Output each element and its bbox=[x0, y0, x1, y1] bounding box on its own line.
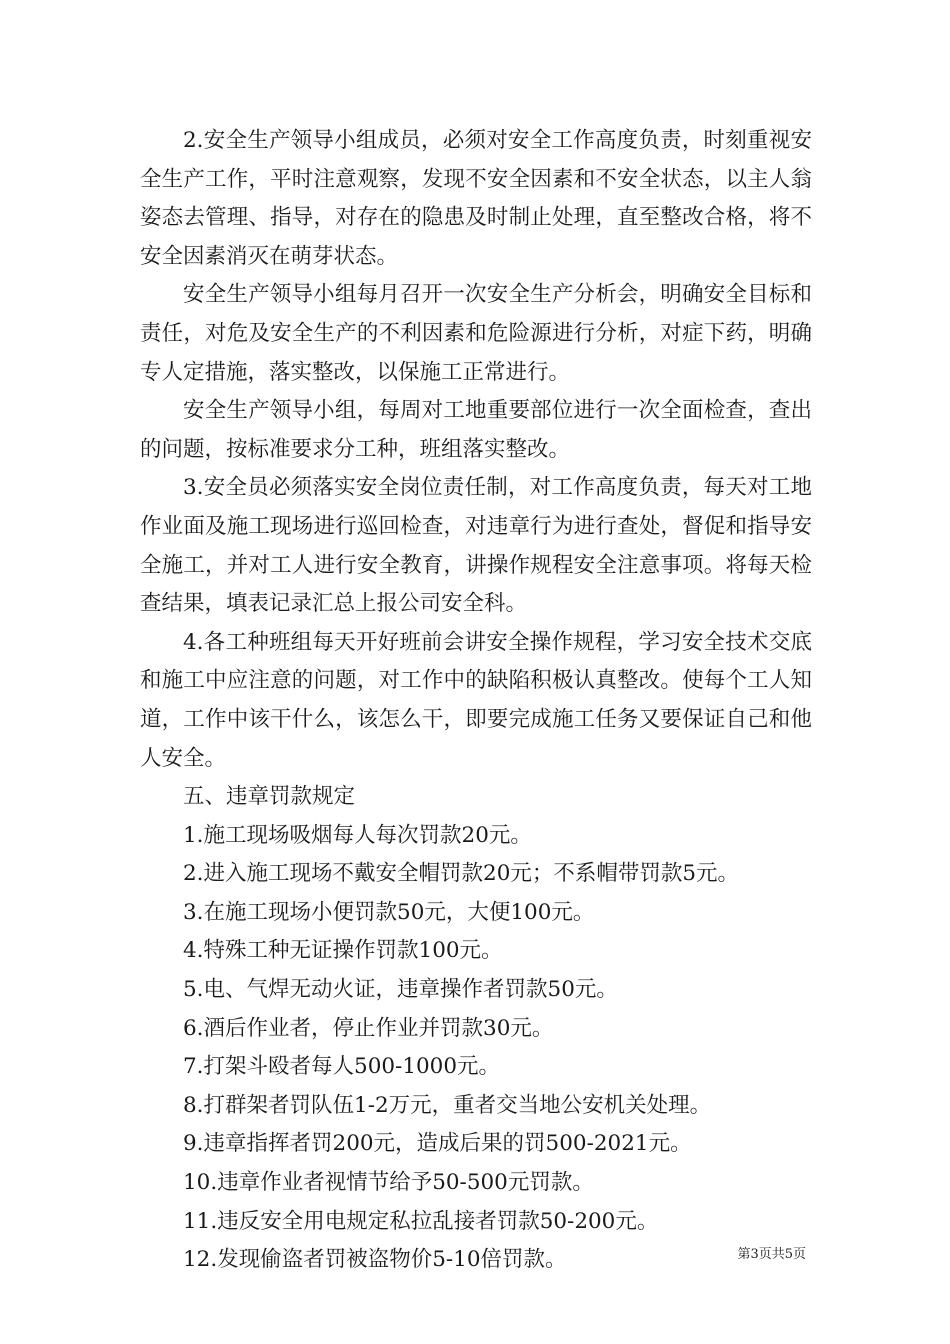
paragraph: 2.安全生产领导小组成员，必须对安全工作高度负责，时刻重视安全生产工作，平时注意观察，发现不安全因素和不安全状态，以主人翁姿态去管理、指导，对存在的隐患及时制止处理，直至整改合格，将不安全因素消灭在萌芽状态。 bbox=[140, 128, 812, 269]
paragraph: 3.安全员必须落实安全岗位责任制，对工作高度负责，每天对工地作业面及施工现场进行巡回检查，对违章行为进行查处，督促和指导安全施工，并对工人进行安全教育，讲操作规程安全注意事项。将每天检查结果，填表记录汇总上报公司安全科。 bbox=[140, 475, 812, 617]
list-item: 7.打架斗殴者每人500-1000元。 bbox=[183, 1054, 501, 1080]
list-item: 11.违反安全用电规定私拉乱接者罚款50-200元。 bbox=[183, 1208, 659, 1234]
document-body bbox=[140, 122, 812, 1280]
list-item: 10.违章作业者视情节给予50-500元罚款。 bbox=[183, 1170, 594, 1196]
page-number-footer: 第3页共5页 bbox=[737, 1247, 806, 1262]
list-item: 2.进入施工现场不戴安全帽罚款20元；不系帽带罚款5元。 bbox=[183, 861, 740, 887]
paragraph: 4.各工种班组每天开好班前会讲安全操作规程，学习安全技术交底和施工中应注意的问题，对工作中的缺陷积极认真整改。使每个工人知道，工作中该干什么，该怎么干，即要完成施工任务又要保证自己和他人安全。 bbox=[140, 629, 812, 771]
list-item: 3.在施工现场小便罚款50元，大便100元。 bbox=[183, 899, 595, 925]
section-heading: 五、违章罚款规定 bbox=[183, 784, 356, 810]
list-item: 12.发现偷盗者罚被盗物价5-10倍罚款。 bbox=[183, 1247, 567, 1273]
list-item: 5.电、气焊无动火证，违章操作者罚款50元。 bbox=[183, 977, 618, 1003]
list-item: 4.特殊工种无证操作罚款100元。 bbox=[183, 938, 503, 964]
list-item: 1.施工现场吸烟每人每次罚款20元。 bbox=[183, 822, 532, 848]
paragraph: 安全生产领导小组每月召开一次安全生产分析会，明确安全目标和责任，对危及安全生产的不利因素和危险源进行分析，对症下药，明确专人定措施，落实整改，以保施工正常进行。 bbox=[140, 282, 812, 385]
list-item: 9.违章指挥者罚200元，造成后果的罚500-2021元。 bbox=[183, 1131, 692, 1157]
list-item: 8.打群架者罚队伍1-2万元，重者交当地公安机关处理。 bbox=[183, 1092, 712, 1118]
paragraph: 安全生产领导小组，每周对工地重要部位进行一次全面检查，查出的问题，按标准要求分工种，班组落实整改。 bbox=[140, 398, 812, 462]
list-item: 6.酒后作业者，停止作业并罚款30元。 bbox=[183, 1015, 554, 1041]
